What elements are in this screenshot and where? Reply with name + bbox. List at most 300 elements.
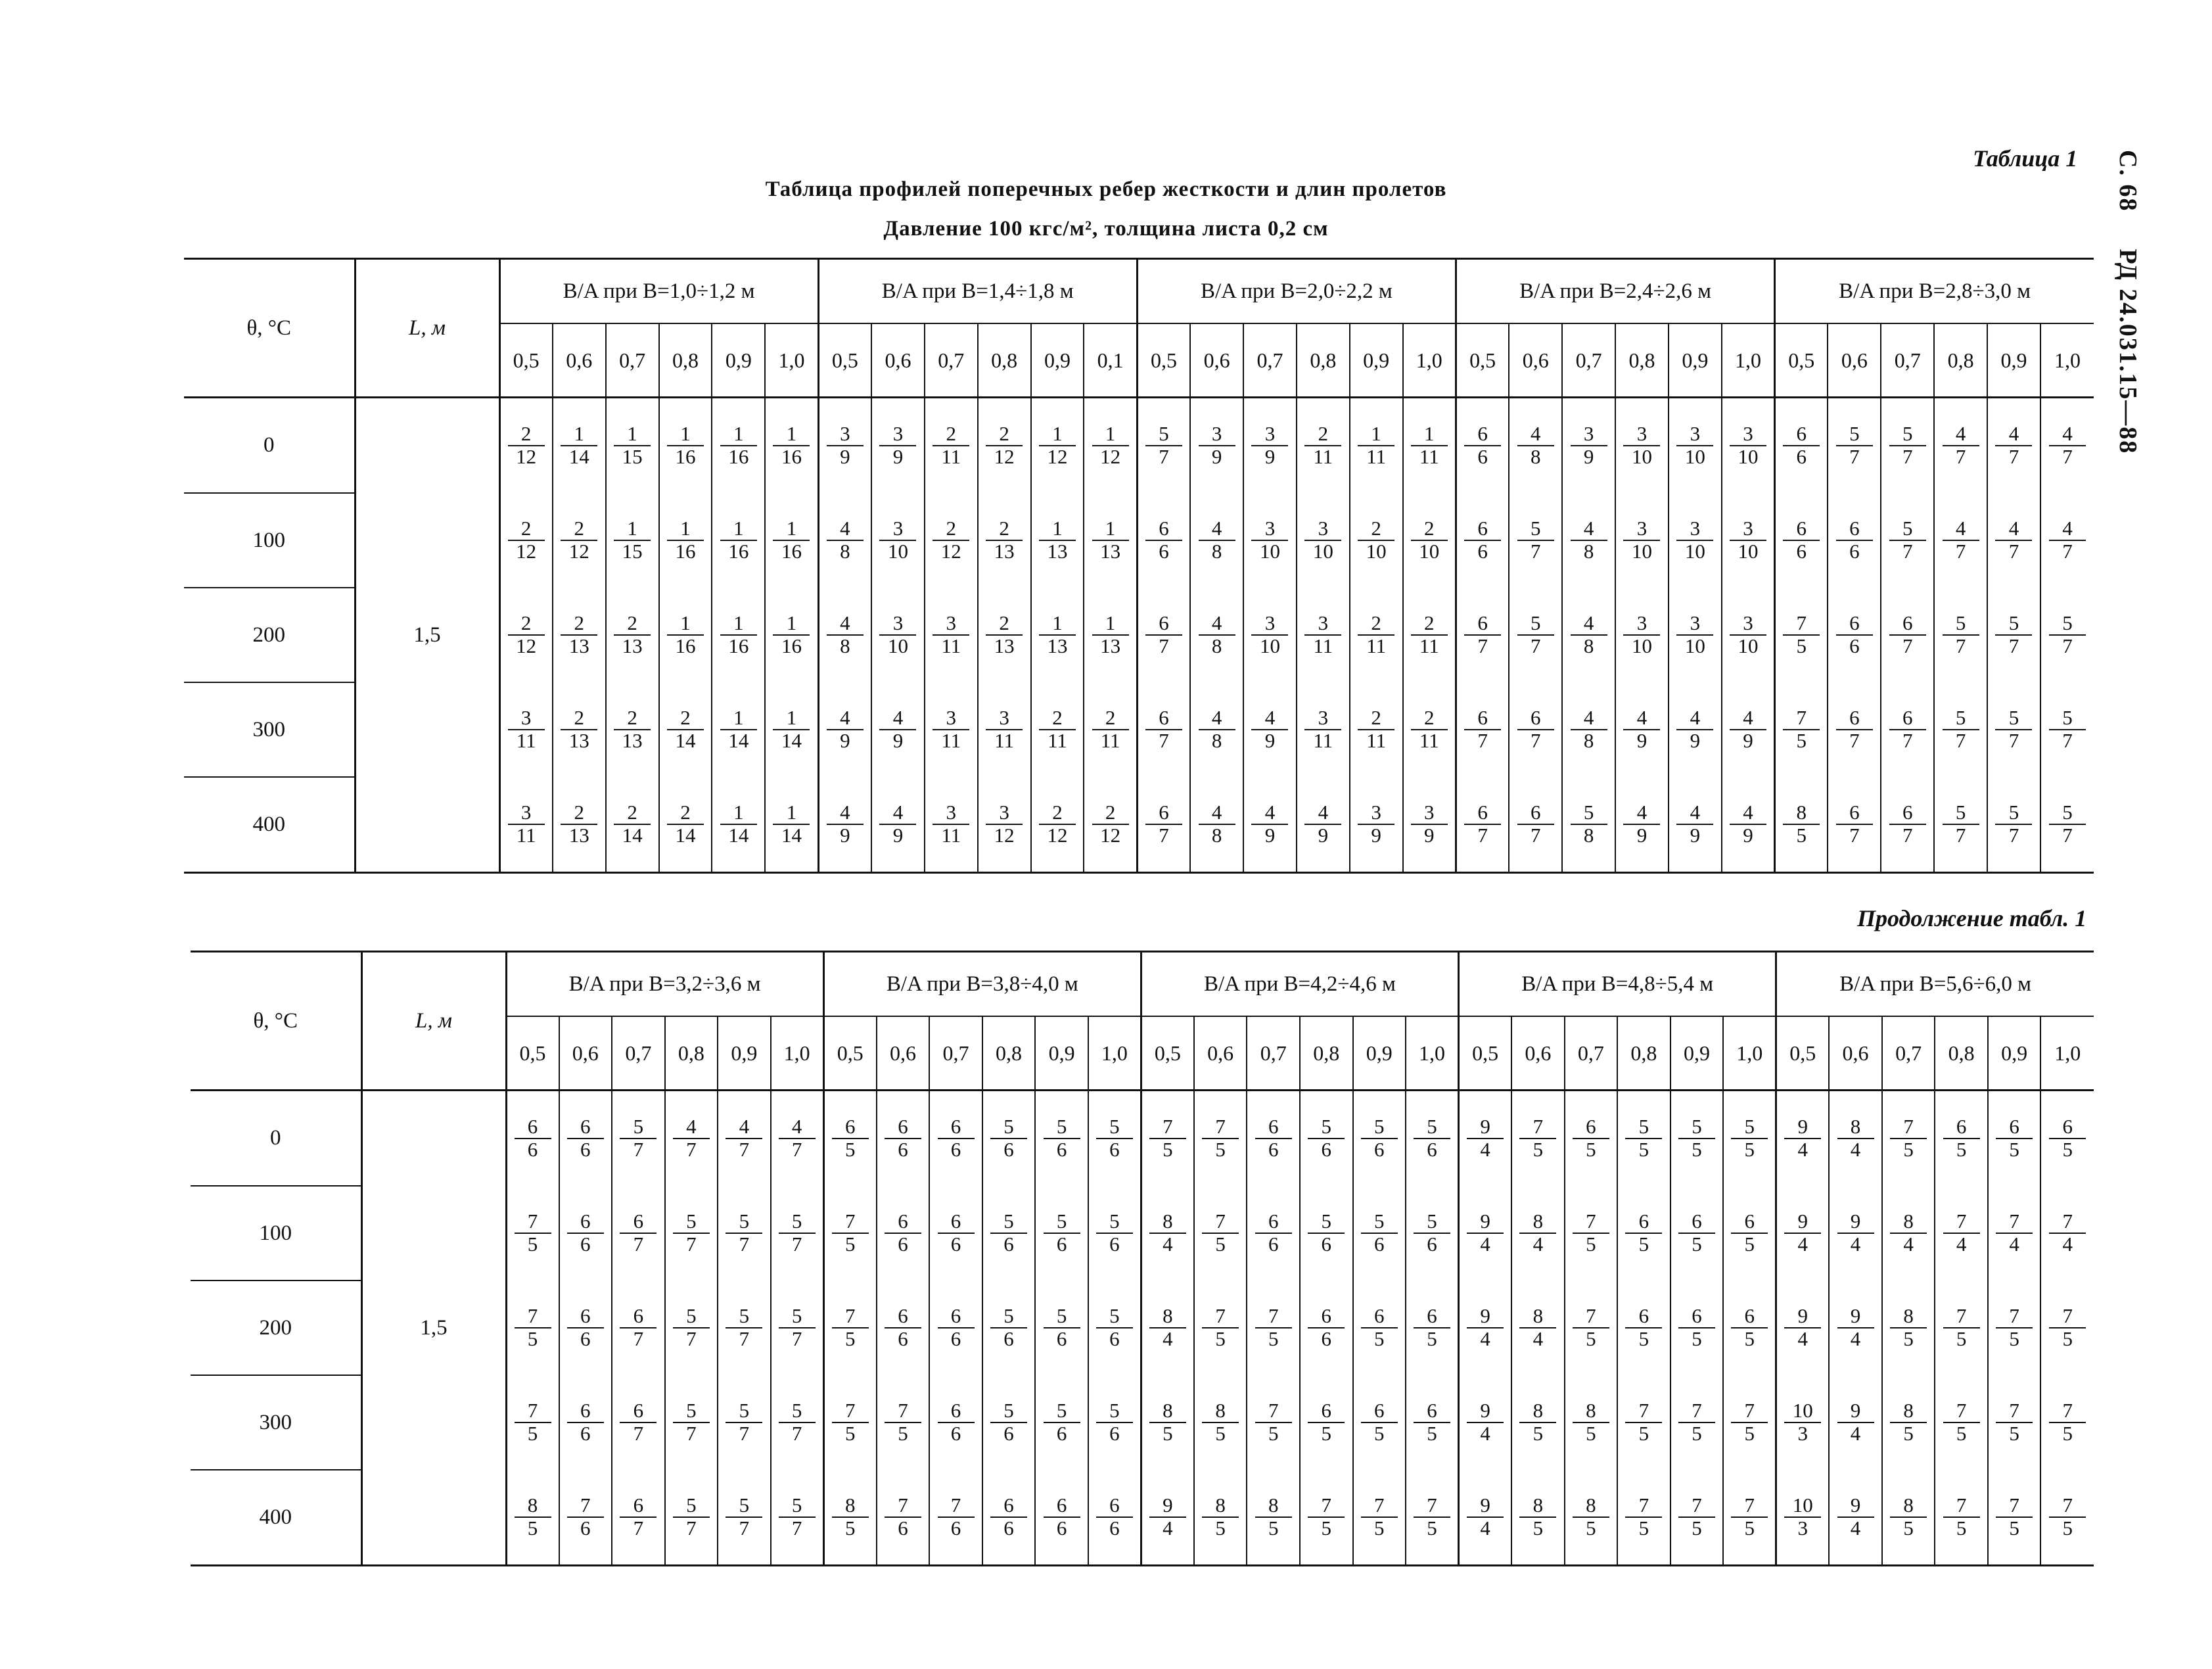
fraction-numerator: 6 [938,1116,975,1139]
fraction-denominator: 4 [1480,1138,1490,1161]
fraction-denominator: 5 [2062,1327,2073,1350]
profile-fraction [508,802,545,846]
profile-cell [1088,1375,1141,1470]
profile-fraction [1044,1305,1080,1350]
profile-cell [712,682,765,777]
profile-fraction [1044,1400,1080,1444]
fraction-numerator: 5 [1889,518,1926,541]
profile-fraction [1255,1305,1292,1350]
profile-cell [1300,1091,1353,1187]
fraction-numerator: 2 [1092,707,1129,730]
profile-fraction [667,802,704,846]
fraction-numerator: 7 [1783,613,1820,636]
profile-cell [1565,1281,1618,1375]
fraction-numerator: 7 [1996,1211,2033,1234]
fraction-numerator: 7 [1943,1211,1980,1234]
profile-fraction [720,707,757,751]
fraction-denominator: 6 [1321,1327,1331,1350]
profile-cell [1829,1470,1882,1566]
fraction-denominator: 11 [941,634,961,657]
profile-fraction [1943,423,1979,467]
ratio-header: 0,5 [1456,323,1509,398]
fraction-denominator: 12 [994,445,1015,468]
fraction-denominator: 12 [516,540,537,563]
ratio-header: 0,8 [1297,323,1350,398]
profile-fraction [1202,1400,1239,1444]
fraction-denominator: 6 [950,1422,961,1445]
fraction-numerator: 2 [1411,613,1448,636]
profile-fraction [726,1305,762,1350]
fraction-numerator: 6 [1414,1305,1450,1328]
fraction-numerator: 6 [885,1305,921,1328]
ratio-header: 0,7 [1243,323,1297,398]
profile-fraction [1414,1400,1450,1444]
profile-cell [559,1091,612,1187]
profile-cell [1988,1091,2041,1187]
profile-cell [1617,1375,1671,1470]
profile-cell [1935,1375,1988,1470]
fraction-denominator: 7 [1531,634,1541,657]
fraction-numerator: 4 [827,613,864,636]
profile-fraction [1304,802,1341,846]
fraction-numerator: 7 [1202,1211,1239,1234]
profile-fraction [2049,1211,2086,1255]
profile-cell [982,1281,1036,1375]
fraction-denominator: 5 [1796,729,1807,752]
profile-fraction [1039,423,1076,467]
fraction-numerator: 4 [1251,707,1288,730]
fraction-denominator: 5 [1427,1516,1437,1540]
fraction-denominator: 14 [781,824,802,847]
profile-fraction [986,518,1023,562]
fraction-numerator: 5 [779,1211,816,1234]
fraction-denominator: 4 [2009,1233,2019,1256]
profile-cell [771,1186,824,1281]
profile-fraction [773,613,810,657]
profile-cell [1194,1470,1247,1566]
fraction-numerator: 5 [1943,613,1979,636]
profile-cell [1722,493,1775,588]
fraction-denominator: 5 [1903,1327,1914,1350]
profile-cell [1194,1091,1247,1187]
profile-fraction [1783,802,1820,846]
profile-fraction [1889,707,1926,751]
fraction-numerator: 5 [1995,707,2032,730]
profile-fraction [614,423,651,467]
profile-fraction [1358,423,1394,467]
ratio-header: 1,0 [1088,1016,1141,1091]
profile-cell [1403,398,1456,494]
fraction-denominator: 7 [739,1422,750,1445]
profile-cell [1562,398,1615,494]
profile-cell [1722,398,1775,494]
fraction-denominator: 6 [950,1516,961,1540]
fraction-numerator: 5 [620,1116,657,1139]
profile-cell [1723,1281,1776,1375]
profile-fraction [1943,1495,1980,1539]
fraction-denominator: 16 [781,540,802,563]
fraction-denominator: 11 [516,824,536,847]
fraction-numerator: 1 [773,518,810,541]
profile-fraction [1943,1211,1980,1255]
profile-fraction [879,802,916,846]
fraction-numerator: 3 [1571,423,1607,446]
profile-cell [499,777,553,873]
fraction-denominator: 8 [840,540,850,563]
fraction-numerator: 2 [614,802,651,825]
fraction-denominator: 5 [2062,1516,2073,1540]
fraction-denominator: 10 [887,540,908,563]
profile-cell [818,493,871,588]
fraction-denominator: 12 [516,445,537,468]
profile-fraction [1414,1305,1450,1350]
profile-fraction [1943,1116,1980,1160]
fraction-denominator: 5 [1427,1327,1437,1350]
profile-cell [1509,588,1562,682]
profile-cell [1406,1375,1459,1470]
profile-cell [559,1470,612,1566]
profile-fraction [726,1211,762,1255]
fraction-numerator: 5 [726,1400,762,1423]
profile-fraction [1995,518,2032,562]
fraction-denominator: 7 [633,1516,644,1540]
ratio-header: 0,7 [1882,1016,1935,1091]
fraction-numerator: 7 [1731,1400,1768,1423]
profile-fraction [1890,1305,1927,1350]
fraction-numerator: 4 [827,518,864,541]
fraction-numerator: 6 [1783,518,1820,541]
profile-fraction [673,1211,710,1255]
fraction-numerator: 6 [620,1211,657,1234]
fraction-numerator: 5 [673,1211,710,1234]
ratio-header: 0,6 [1829,1016,1882,1091]
ratio-header: 0,8 [1615,323,1669,398]
profile-cell [1300,1281,1353,1375]
profile-cell [2040,777,2094,873]
fraction-denominator: 4 [2062,1233,2073,1256]
profile-fraction [667,707,704,751]
profile-cell [606,493,659,588]
profile-cell [1987,588,2040,682]
profile-fraction [614,707,651,751]
profile-fraction [1623,518,1660,562]
profile-fraction [773,423,810,467]
profile-cell [665,1375,718,1470]
fraction-denominator: 11 [1366,445,1387,468]
profile-fraction [1943,518,1979,562]
fraction-denominator: 14 [568,445,589,468]
fraction-denominator: 5 [2062,1422,2073,1445]
profile-fraction [1571,518,1607,562]
profile-cell [1882,1470,1935,1566]
profile-fraction [1202,1211,1239,1255]
profile-cell [1565,1375,1618,1470]
profile-cell [1565,1186,1618,1281]
group-header: B/A при B=2,8÷3,0 м [1775,259,2094,324]
fraction-denominator: 9 [1583,445,1594,468]
fraction-numerator: 5 [1836,423,1873,446]
fraction-denominator: 7 [633,1422,644,1445]
fraction-numerator: 7 [1519,1116,1556,1139]
profile-fraction [1255,1495,1292,1539]
profile-fraction [1730,423,1766,467]
profile-cell [506,1091,559,1187]
profile-cell [1190,588,1243,682]
profile-fraction [561,423,597,467]
fraction-numerator: 2 [614,707,651,730]
fraction-numerator: 3 [1358,802,1394,825]
fraction-denominator: 13 [994,634,1015,657]
profile-fraction [1730,707,1766,751]
profile-fraction [1096,1495,1133,1539]
fraction-numerator: 4 [1943,518,1979,541]
profile-cell [929,1470,982,1566]
fraction-numerator: 5 [726,1211,762,1234]
fraction-numerator: 5 [2049,613,2086,636]
profile-cell [1829,1375,1882,1470]
profile-cell [1775,777,1828,873]
profile-fraction [567,1495,604,1539]
fraction-denominator: 11 [941,824,961,847]
fraction-numerator: 5 [1145,423,1182,446]
theta-value: 400 [191,1470,361,1566]
profile-cell [1084,398,1137,494]
fraction-numerator: 2 [508,518,545,541]
ratio-header: 0,6 [1511,1016,1565,1091]
fraction-numerator: 5 [1096,1305,1133,1328]
profile-fraction [1308,1211,1345,1255]
fraction-denominator: 8 [1211,634,1222,657]
fraction-numerator: 2 [1304,423,1341,446]
profile-cell [665,1091,718,1187]
fraction-denominator: 5 [1586,1327,1596,1350]
profile-cell [1988,1186,2041,1281]
table-label: Таблица 1 [1973,145,2078,172]
profile-fraction [1784,1495,1821,1539]
fraction-numerator: 9 [1784,1305,1821,1328]
fraction-denominator: 5 [1638,1327,1649,1350]
profile-fraction [1943,707,1979,751]
profile-cell [718,1375,771,1470]
fraction-denominator: 9 [1636,824,1647,847]
profile-cell [1988,1470,2041,1566]
profile-fraction [1836,518,1873,562]
fraction-numerator: 5 [1044,1211,1080,1234]
profile-fraction [1199,802,1235,846]
fraction-numerator: 3 [1730,423,1766,446]
ratio-header: 0,9 [1669,323,1722,398]
fraction-numerator: 5 [1044,1116,1080,1139]
fraction-denominator: 5 [1586,1422,1596,1445]
profile-cell [1141,1186,1194,1281]
profile-fraction [1784,1305,1821,1350]
fraction-denominator: 8 [840,634,850,657]
profile-fraction [1145,423,1182,467]
profile-cell [1137,398,1190,494]
profile-fraction [1623,613,1660,657]
fraction-numerator: 4 [1623,802,1660,825]
profile-fraction [832,1305,869,1350]
profile-cell [1247,1375,1300,1470]
fraction-denominator: 8 [1211,729,1222,752]
profile-cell [1035,1375,1088,1470]
fraction-denominator: 5 [1744,1233,1755,1256]
fraction-denominator: 7 [686,1138,697,1161]
fraction-denominator: 5 [1163,1422,1173,1445]
fraction-numerator: 1 [1039,613,1076,636]
profile-cell [1565,1091,1618,1187]
length-header: L, м [355,259,499,398]
ratio-header: 0,7 [1565,1016,1618,1091]
profile-cell [1088,1470,1141,1566]
fraction-numerator: 7 [2049,1400,2086,1423]
profile-cell [659,682,712,777]
profile-cell [1137,588,1190,682]
fraction-denominator: 9 [840,729,850,752]
fraction-denominator: 6 [1321,1138,1331,1161]
fraction-numerator: 6 [567,1211,604,1234]
fraction-numerator: 4 [2049,518,2086,541]
fraction-numerator: 7 [1996,1495,2033,1518]
fraction-denominator: 9 [840,824,850,847]
profile-cell [499,493,553,588]
profile-cell [1035,1281,1088,1375]
profile-fraction [1304,707,1341,751]
profile-cell [612,1186,665,1281]
profile-fraction [1996,1400,2033,1444]
fraction-denominator: 16 [781,445,802,468]
profile-cell [1353,1281,1406,1375]
fraction-numerator: 6 [1517,802,1554,825]
profile-fraction [1039,707,1076,751]
ratio-header: 0,5 [1137,323,1190,398]
profile-fraction [827,707,864,751]
fraction-denominator: 12 [994,824,1015,847]
fraction-denominator: 12 [516,634,537,657]
profile-cell [982,1470,1036,1566]
profile-fraction [614,518,651,562]
ratio-header: 0,8 [665,1016,718,1091]
fraction-numerator: 7 [1573,1211,1609,1234]
profile-fraction [720,613,757,657]
profile-fraction [773,707,810,751]
profile-fraction [1361,1211,1398,1255]
profile-cell [1403,588,1456,682]
profile-fraction [2049,1495,2086,1539]
theta-value: 300 [191,1375,361,1470]
fraction-denominator: 5 [1903,1138,1914,1161]
group-header: B/A при B=5,6÷6,0 м [1776,952,2094,1017]
profile-fraction [1730,613,1766,657]
fraction-numerator: 6 [1308,1305,1345,1328]
fraction-denominator: 10 [1259,540,1280,563]
fraction-denominator: 6 [1268,1233,1279,1256]
profile-cell [1031,682,1084,777]
fraction-numerator: 7 [1414,1495,1450,1518]
fraction-numerator: 1 [667,518,704,541]
fraction-denominator: 8 [1583,729,1594,752]
profile-cell [1190,493,1243,588]
fraction-numerator: 7 [1361,1495,1398,1518]
profile-cell [871,493,925,588]
fraction-denominator: 8 [1531,445,1541,468]
profile-fraction [673,1400,710,1444]
fraction-numerator: 6 [938,1400,975,1423]
fraction-numerator: 6 [1096,1495,1133,1518]
ratio-header: 0,5 [1776,1016,1830,1091]
profile-fraction [1358,707,1394,751]
ratio-header: 1,0 [2040,323,2094,398]
profile-cell [1456,588,1509,682]
fraction-denominator: 11 [1419,445,1439,468]
profile-fraction [726,1116,762,1160]
profile-cell [1829,1281,1882,1375]
profile-cell [1881,777,1934,873]
fraction-denominator: 6 [1056,1233,1067,1256]
fraction-numerator: 5 [1889,423,1926,446]
theta-value: 200 [191,1281,361,1375]
profile-cell [1776,1375,1830,1470]
fraction-numerator: 8 [1149,1400,1186,1423]
fraction-denominator: 3 [1797,1516,1809,1540]
profile-fraction [990,1495,1027,1539]
profile-fraction [667,423,704,467]
fraction-denominator: 6 [580,1233,591,1256]
profile-fraction [1145,613,1182,657]
profile-fraction [1464,423,1501,467]
profile-cell [1511,1375,1565,1470]
fraction-denominator: 4 [1956,1233,1967,1256]
fraction-denominator: 7 [739,1138,750,1161]
fraction-denominator: 15 [622,540,643,563]
ratio-header: 0,8 [1934,323,1987,398]
fraction-denominator: 7 [633,1327,644,1350]
profile-cell [877,1281,930,1375]
ratio-header: 1,0 [1722,323,1775,398]
profile-fraction [1571,802,1607,846]
fraction-numerator: 6 [1255,1211,1292,1234]
fraction-numerator: 4 [1571,613,1607,636]
profile-fraction [1731,1211,1768,1255]
fraction-numerator: 6 [620,1305,657,1328]
fraction-numerator: 7 [885,1400,921,1423]
profile-fraction [990,1305,1027,1350]
fraction-numerator: 7 [515,1305,551,1328]
length-header: L, м [361,952,506,1091]
fraction-numerator: 5 [1995,613,2032,636]
profile-cell [1406,1091,1459,1187]
fraction-denominator: 6 [1849,540,1860,563]
profile-fraction [986,707,1023,751]
profile-cell [818,588,871,682]
profile-fraction [2049,802,2086,846]
fraction-denominator: 9 [892,445,904,468]
profile-fraction [1039,518,1076,562]
fraction-numerator: 3 [1251,518,1288,541]
profile-cell [1828,493,1881,588]
profile-fraction [1517,707,1554,751]
profile-fraction [1308,1305,1345,1350]
profile-cell [818,682,871,777]
fraction-denominator: 4 [1532,1233,1544,1256]
profile-fraction [515,1305,551,1350]
profile-cell [659,493,712,588]
profile-fraction [1784,1211,1821,1255]
fraction-numerator: 2 [667,707,704,730]
fraction-numerator: 4 [1676,802,1713,825]
profile-cell [1194,1375,1247,1470]
fraction-numerator: 2 [1358,707,1394,730]
